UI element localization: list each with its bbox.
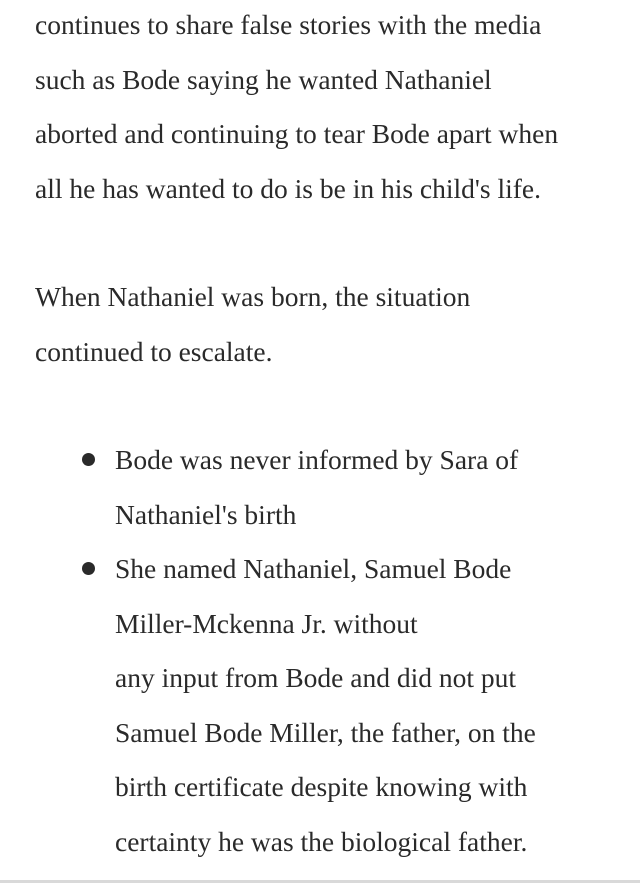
bullet-icon <box>82 453 95 466</box>
article-body <box>35 0 625 869</box>
list-item-line: birth certificate despite knowing with <box>115 771 528 802</box>
paragraph-line: aborted and continuing to tear Bode apart when <box>35 118 559 149</box>
paragraph-line: When Nathaniel was born, the situation <box>35 281 471 312</box>
list-item-line: certainty he was the biological father. <box>115 825 528 857</box>
bullet-list <box>35 433 625 869</box>
paragraph-line: continued to escalate. <box>35 335 273 367</box>
list-item-line: Miller-Mckenna Jr. without <box>115 607 418 639</box>
list-item <box>115 542 625 869</box>
list-item-line: Nathaniel's birth <box>115 498 297 530</box>
list-item <box>115 433 625 542</box>
bullet-icon <box>82 562 95 575</box>
paragraph-2 <box>35 270 625 379</box>
paragraph-line: such as Bode saying he wanted Nathaniel <box>35 63 492 95</box>
list-item-line: any input from Bode and did not put <box>115 662 516 693</box>
list-item-line: Bode was never informed by Sara of <box>115 444 519 475</box>
paragraph-line: continues to share false stories with the media <box>35 9 542 40</box>
list-item-line: She named Nathaniel, Samuel Bode <box>115 553 512 584</box>
paragraph-line: all he has wanted to do is be in his child's life. <box>35 172 541 204</box>
list-item-line: Samuel Bode Miller, the father, on the <box>115 716 536 748</box>
paragraph-spacer <box>35 216 625 270</box>
paragraph-1 <box>35 0 625 216</box>
